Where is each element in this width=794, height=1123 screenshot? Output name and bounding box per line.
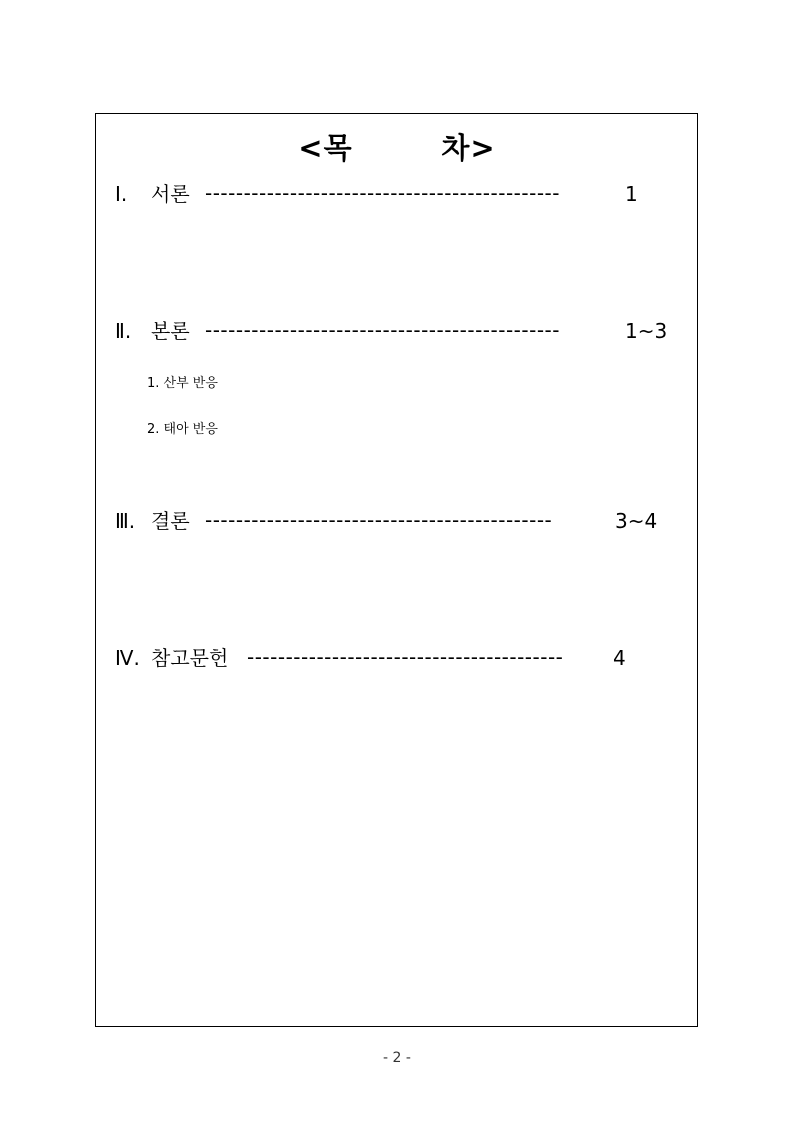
toc-entry-leader: ----------------------------------------- (247, 645, 564, 669)
toc-entry-leader: --------------------------------------------- (205, 508, 553, 532)
toc-entry-heading: 본론 (151, 319, 190, 343)
toc-entry-heading: 결론 (151, 509, 190, 533)
toc-entry-conclusion (115, 507, 675, 537)
toc-title: <목 차> (298, 131, 496, 165)
toc-subsection-maternal-response: 1. 산부 반응 (147, 376, 218, 391)
toc-entry-numeral: Ⅲ. (115, 509, 136, 533)
toc-entry-page: 3~4 (615, 509, 658, 533)
toc-entry-introduction (115, 180, 675, 210)
toc-entry-heading: 서론 (151, 182, 190, 206)
toc-entry-body (115, 317, 675, 347)
toc-entry-references (115, 644, 675, 674)
toc-entry-page: 1~3 (625, 319, 668, 343)
toc-entry-numeral: Ⅳ. (115, 646, 140, 670)
page-number: - 2 - (383, 1050, 411, 1066)
page-border (95, 113, 698, 1027)
toc-subsection-fetal-response: 2. 태아 반응 (147, 422, 218, 437)
toc-entry-heading: 참고문헌 (151, 646, 229, 670)
toc-entry-leader: ---------------------------------------------- (205, 181, 560, 205)
toc-entry-numeral: Ⅱ. (115, 319, 132, 343)
toc-entry-numeral: Ⅰ. (115, 182, 128, 206)
toc-entry-page: 4 (613, 646, 626, 670)
toc-entry-leader: ---------------------------------------------- (205, 318, 560, 342)
toc-entry-page: 1 (625, 182, 638, 206)
